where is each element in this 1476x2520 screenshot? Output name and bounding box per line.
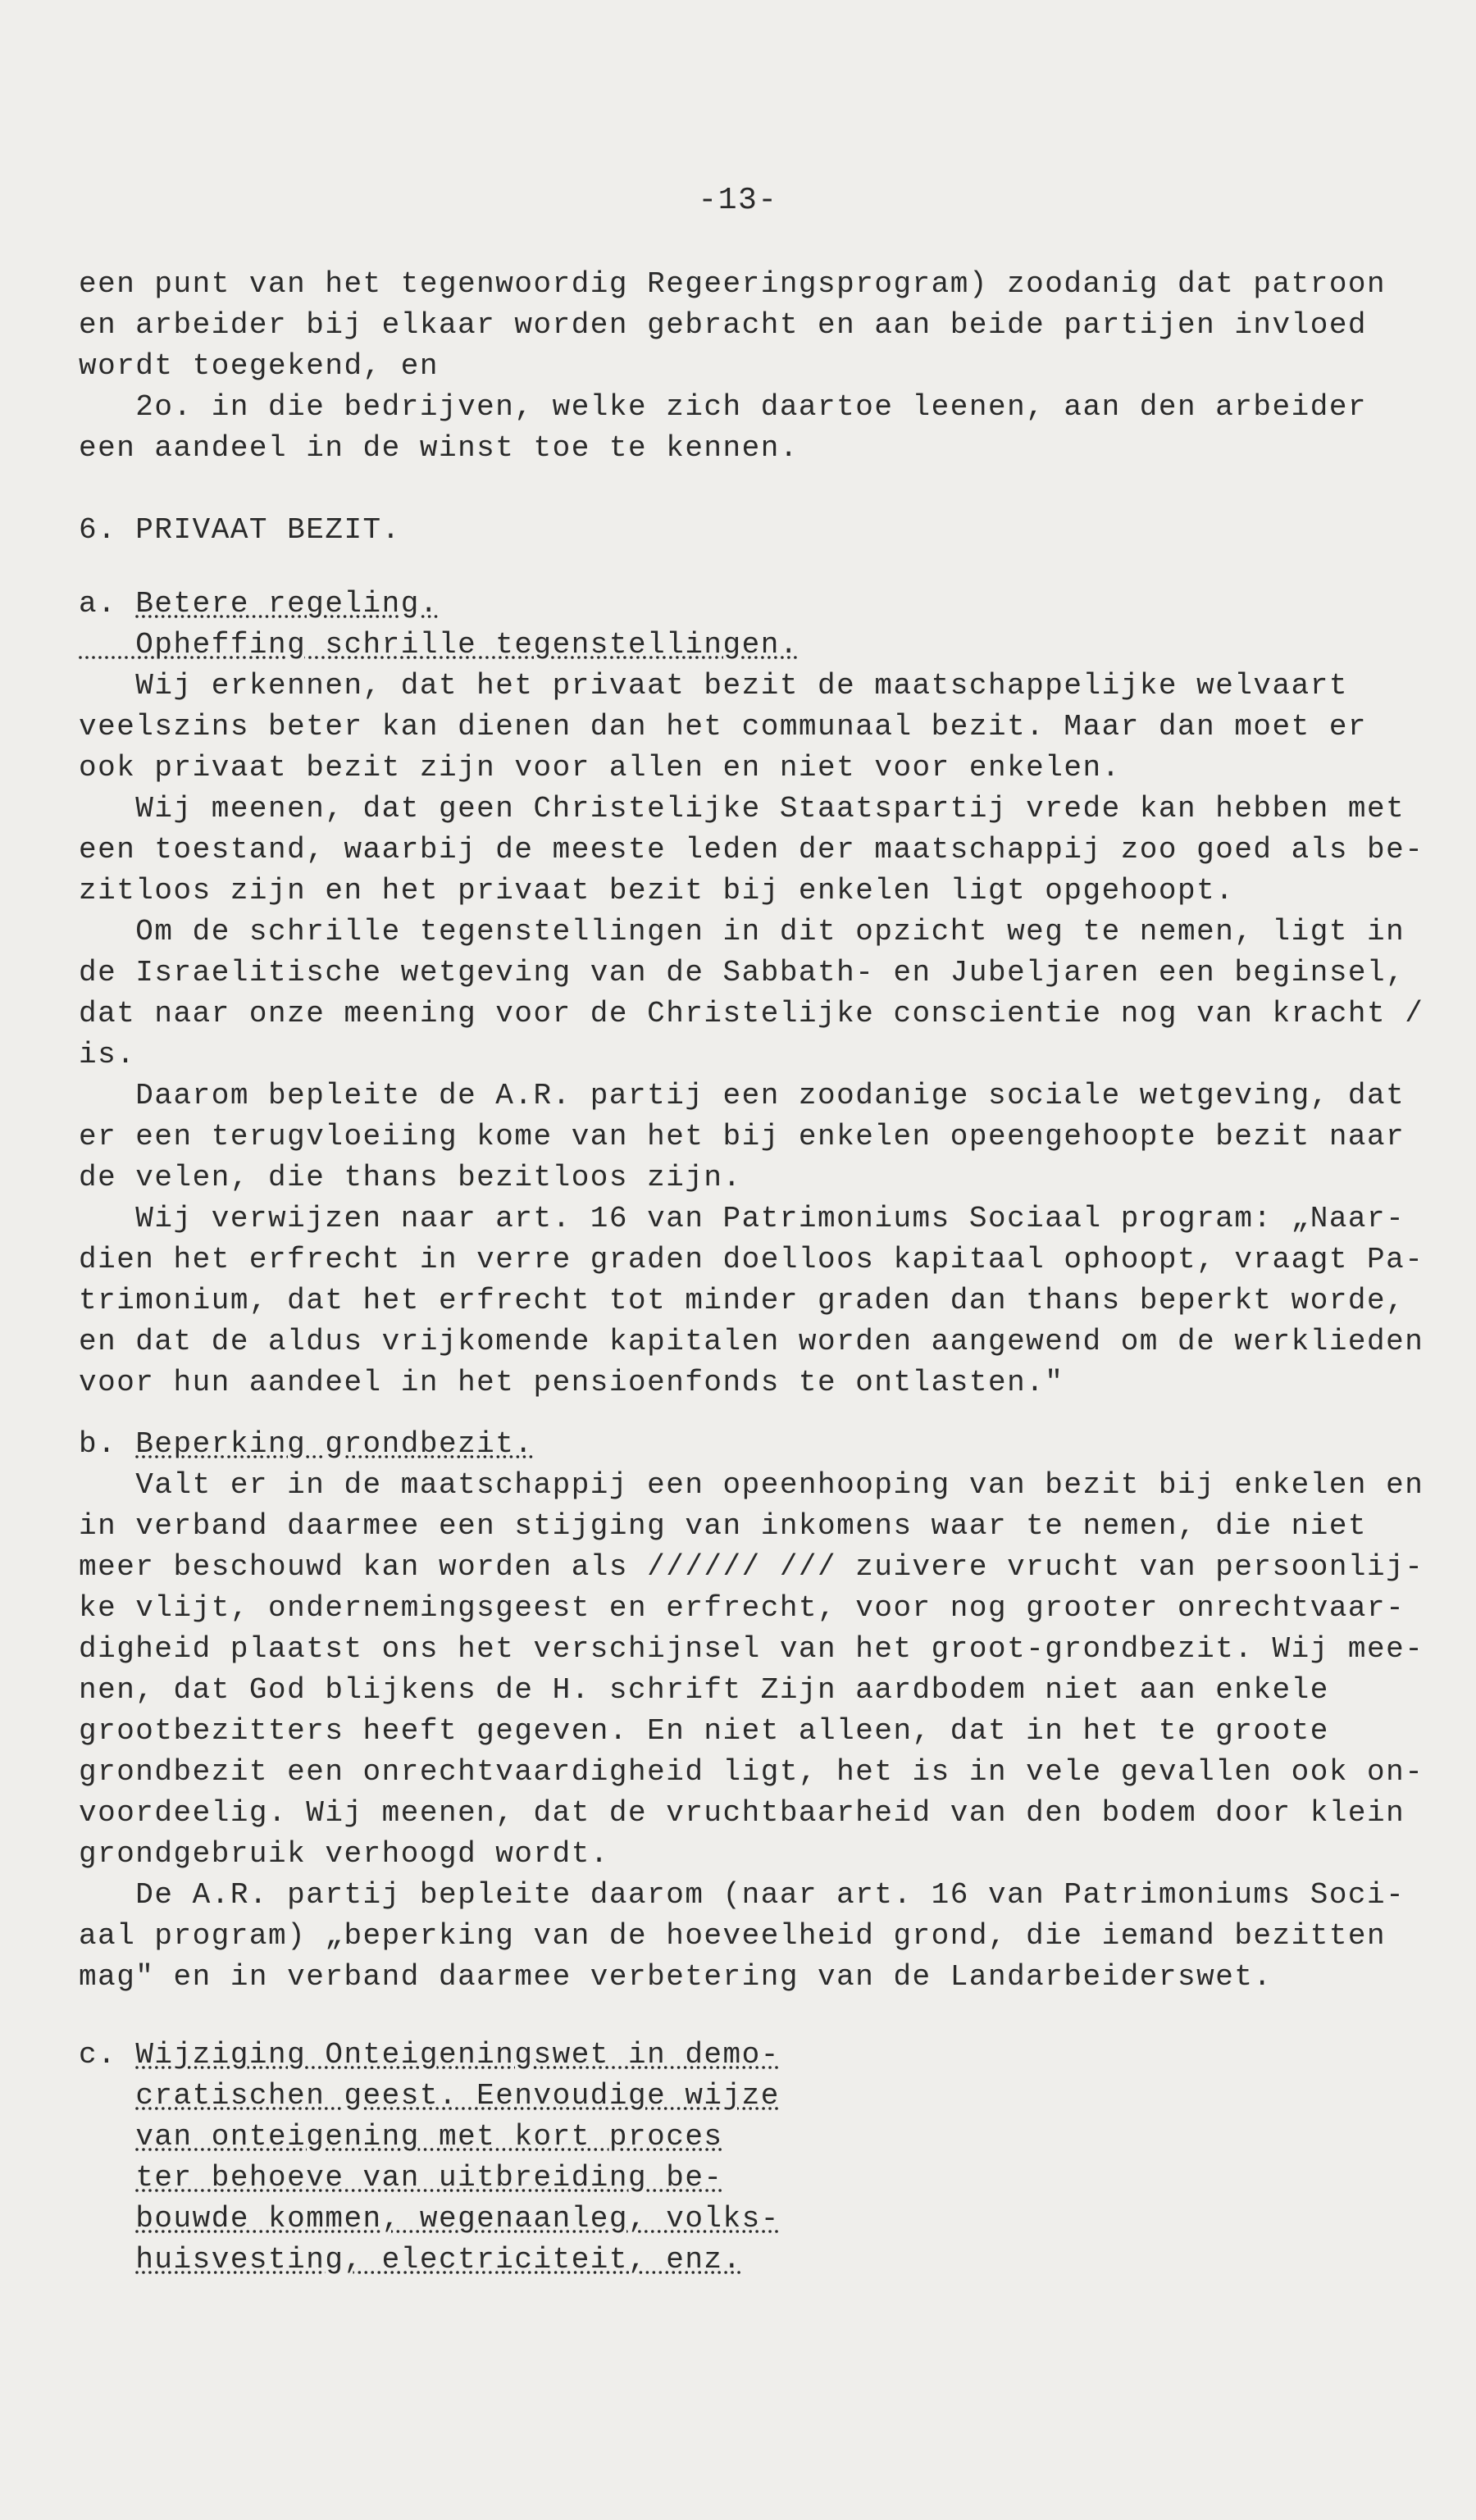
subsection-a-heading: a. Betere regeling. bbox=[79, 587, 439, 621]
text-line: De A.R. partij bepleite daarom (naar art. 16 van Patrimoniums Soci- bbox=[79, 1878, 1405, 1912]
text-line: Om de schrille tegenstellingen in dit opzicht weg te nemen, ligt in bbox=[79, 915, 1405, 948]
subsection-b-title: Beperking grondbezit. bbox=[135, 1427, 534, 1461]
text-line: Valt er in de maatschappij een opeenhooping van bezit bij enkelen en bbox=[79, 1468, 1424, 1502]
intro-paragraph bbox=[79, 264, 1407, 469]
text-line: er een terugvloeiing kome van het bij enkelen opeengehoopte bezit naar bbox=[79, 1120, 1405, 1153]
text-line: dien het erfrecht in verre graden doelloos kapitaal ophoopt, vraagt Pa- bbox=[79, 1243, 1424, 1276]
text-line: wordt toegekend, en bbox=[79, 349, 439, 383]
text-line: voordeelig. Wij meenen, dat de vruchtbaarheid van den bodem door klein bbox=[79, 1796, 1405, 1830]
text-line: nen, dat God blijkens de H. schrift Zijn aardbodem niet aan enkele bbox=[79, 1673, 1329, 1707]
text-line: grondgebruik verhoogd wordt. bbox=[79, 1837, 609, 1871]
text-line: in verband daarmee een stijging van inkomens waar te nemen, die niet bbox=[79, 1509, 1368, 1543]
text-line: de velen, die thans bezitloos zijn. bbox=[79, 1161, 742, 1194]
text-line: Daarom bepleite de A.R. partij een zoodanige sociale wetgeving, dat bbox=[79, 1079, 1405, 1112]
text-line: de Israelitische wetgeving van de Sabbath- en Jubeljaren een beginsel, bbox=[79, 956, 1405, 989]
subsection-b bbox=[79, 1424, 1424, 1998]
subsection-c-heading: c. Wijziging Onteigeningswet in demo- bbox=[79, 2038, 780, 2072]
text-line: 2o. in die bedrijven, welke zich daartoe leenen, aan den arbeider bbox=[79, 390, 1368, 424]
subsection-c-line: ter behoeve van uitbreiding be- bbox=[135, 2161, 723, 2195]
text-line: grootbezitters heeft gegeven. En niet alleen, dat in het te groote bbox=[79, 1714, 1329, 1748]
subsection-c bbox=[79, 2035, 1407, 2281]
text-line: en dat de aldus vrijkomende kapitalen worden aangewend om de werklieden bbox=[79, 1325, 1424, 1358]
text-line: ook privaat bezit zijn voor allen en niet voor enkelen. bbox=[79, 751, 1121, 785]
text-line: Wij meenen, dat geen Christelijke Staatspartij vrede kan hebben met bbox=[79, 792, 1405, 826]
text-line: trimonium, dat het erfrecht tot minder graden dan thans beperkt worde, bbox=[79, 1284, 1405, 1317]
text-line: dat naar onze meening voor de Christelijke conscientie nog van kracht / bbox=[79, 997, 1424, 1030]
text-line: Wij erkennen, dat het privaat bezit de maatschappelijke welvaart bbox=[79, 669, 1348, 703]
subsection-a bbox=[79, 584, 1424, 1403]
text-line: veelszins beter kan dienen dan het communaal bezit. Maar dan moet er bbox=[79, 710, 1368, 744]
section-heading: 6. PRIVAAT BEZIT. bbox=[79, 513, 401, 547]
text-line: voor hun aandeel in het pensioenfonds te ontlasten." bbox=[79, 1366, 1064, 1399]
text-line: digheid plaatst ons het verschijnsel van het groot-grondbezit. Wij mee- bbox=[79, 1632, 1424, 1666]
subsection-c-line: bouwde kommen, wegenaanleg, volks- bbox=[135, 2202, 780, 2236]
subsection-c-line: van onteigening met kort proces bbox=[135, 2120, 723, 2154]
text-line: zitloos zijn en het privaat bezit bij enkelen ligt opgehoopt. bbox=[79, 874, 1235, 907]
text-line: een toestand, waarbij de meeste leden der maatschappij zoo goed als be- bbox=[79, 833, 1424, 867]
text-line: meer beschouwd kan worden als ////// /// zuivere vrucht van persoonlij- bbox=[79, 1550, 1424, 1584]
subsection-c-line: cratischen geest. Eenvoudige wijze bbox=[135, 2079, 780, 2113]
text-line: en arbeider bij elkaar worden gebracht en aan beide partijen invloed bbox=[79, 308, 1368, 342]
subsection-a-title: Betere regeling. bbox=[135, 587, 439, 621]
text-line: een aandeel in de winst toe te kennen. bbox=[79, 431, 799, 465]
subsection-c-line: Wijziging Onteigeningswet in demo- bbox=[135, 2038, 780, 2072]
subsection-b-heading: b. Beperking grondbezit. bbox=[79, 1427, 534, 1461]
text-line: Wij verwijzen naar art. 16 van Patrimoniums Sociaal program: „Naar- bbox=[79, 1202, 1405, 1235]
subsection-a-subtitle: Opheffing schrille tegenstellingen. bbox=[79, 628, 799, 662]
text-line: een punt van het tegenwoordig Regeeringsprogram) zoodanig dat patroon bbox=[79, 267, 1387, 301]
text-line: aal program) „beperking van de hoeveelheid grond, die iemand bezitten bbox=[79, 1919, 1387, 1953]
text-line: ke vlijt, ondernemingsgeest en erfrecht, voor nog grooter onrechtvaar- bbox=[79, 1591, 1405, 1625]
subsection-c-line: huisvesting, electriciteit, enz. bbox=[135, 2243, 742, 2277]
text-line: grondbezit een onrechtvaardigheid ligt, het is in vele gevallen ook on- bbox=[79, 1755, 1424, 1789]
document-body bbox=[79, 264, 1424, 2281]
text-line: is. bbox=[79, 1038, 136, 1071]
text-line: mag" en in verband daarmee verbetering van de Landarbeiderswet. bbox=[79, 1960, 1273, 1994]
page-number: -13- bbox=[698, 183, 778, 218]
